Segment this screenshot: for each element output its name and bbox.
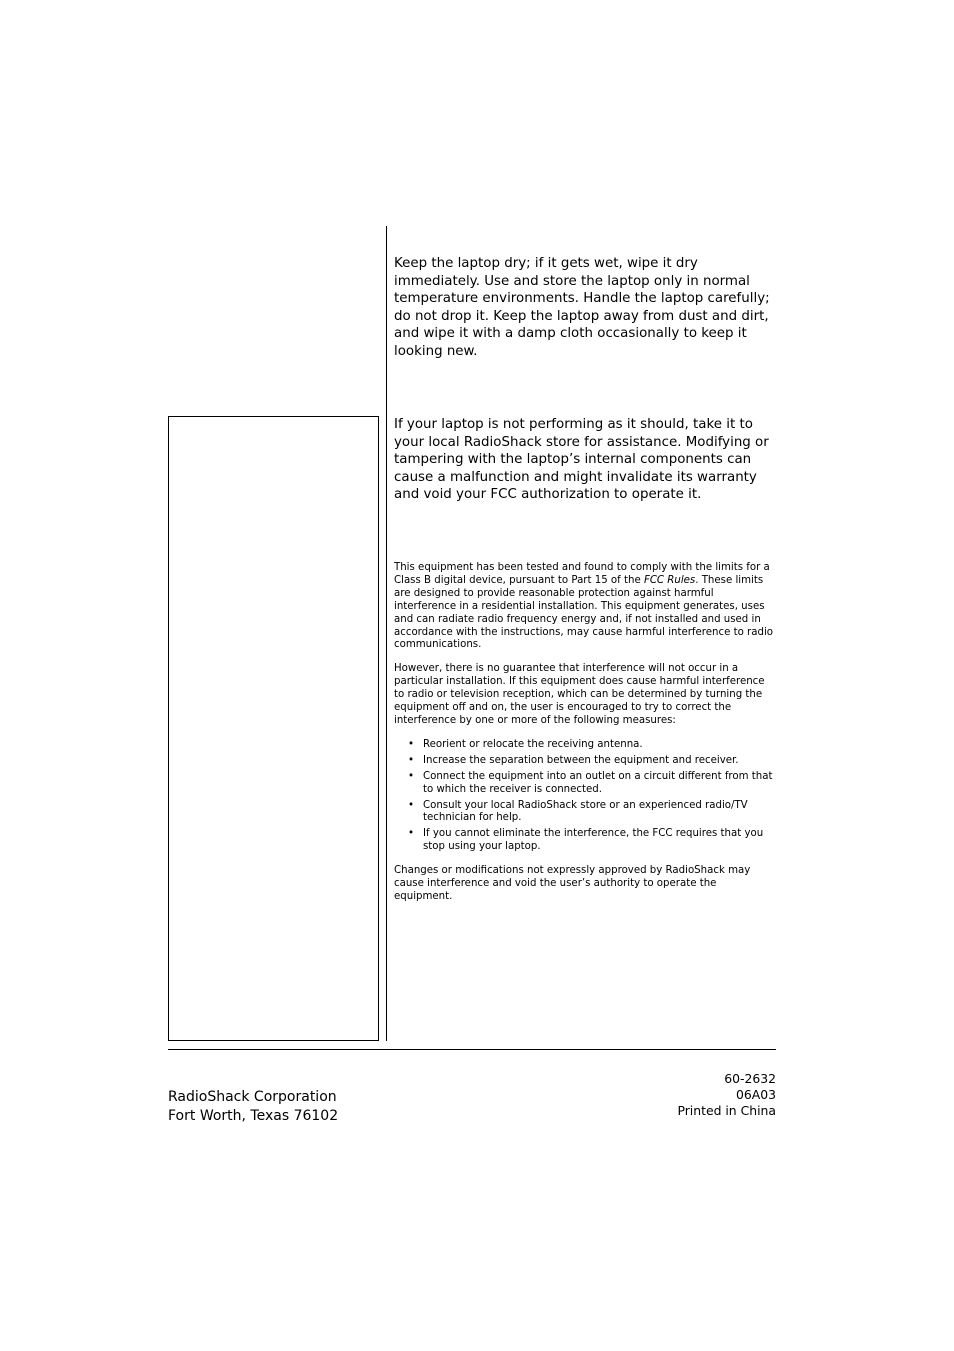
bullet-icon: • xyxy=(408,770,415,782)
list-item: • Reorient or relocate the receiving antenna. xyxy=(408,738,643,750)
catalog-number: 60-2632 xyxy=(724,1071,776,1086)
company-name: RadioShack Corporation xyxy=(168,1089,337,1105)
fcc-guarantee-paragraph: However, there is no guarantee that interference will not occur in a particular installation. If this equipment does cause harmful interference to radio or television reception, which can be determined by turning the equipment off and on, the user is encouraged to try to correct the interference by one or more of the following measures: xyxy=(394,663,765,726)
bullet-icon: • xyxy=(408,754,415,766)
fcc-statement xyxy=(394,562,776,915)
fcc-measures-list xyxy=(394,739,776,854)
footer-divider xyxy=(168,1049,776,1050)
column-divider xyxy=(386,226,387,1041)
fcc-rules-title: FCC Rules xyxy=(643,574,696,586)
service-paragraph: If your laptop is not performing as it should, take it to your local RadioShack store for assistance. Modifying or tampering with the laptop’s internal components can cause a malfunction and might invalidate its warranty and void your FCC authorization to operate it. xyxy=(394,417,769,503)
catalog-info xyxy=(677,1071,776,1119)
fcc-compliance-paragraph: This equipment has been tested and found to comply with the limits for a Class B digital device, pursuant to Part 15 of the FCC Rules. These limits are designed to provide reasonable protection against harmful interference in a residential installation. This equipment generates, uses and can radiate radio frequency energy and, if not installed and used in accordance with the instructions, may cause harmful interference to radio communications. xyxy=(394,562,774,651)
list-item: • If you cannot eliminate the interference, the FCC requires that you stop using your laptop. xyxy=(408,828,764,853)
care-paragraph: Keep the laptop dry; if it gets wet, wipe it dry immediately. Use and store the laptop only in normal temperature environments. Handle the laptop carefully; do not drop it. Keep the laptop away from dust and dirt, and wipe it with a damp cloth occasionally to keep it looking new. xyxy=(394,256,770,359)
company-city: Fort Worth, Texas 76102 xyxy=(168,1108,339,1124)
company-address xyxy=(168,1088,338,1126)
printed-location: Printed in China xyxy=(677,1103,776,1118)
bullet-icon: • xyxy=(408,799,415,811)
fcc-changes-paragraph: Changes or modifications not expressly approved by RadioShack may cause interference and void the user’s authority to operate the equipment. xyxy=(394,865,751,902)
list-item: • Consult your local RadioShack store or an experienced radio/TV technician for help. xyxy=(408,799,748,824)
bullet-icon: • xyxy=(408,828,415,840)
sidebar-box xyxy=(168,416,379,1041)
revision-code: 06A03 xyxy=(735,1087,776,1102)
bullet-icon: • xyxy=(408,738,415,750)
list-item: • Increase the separation between the equipment and receiver. xyxy=(408,754,739,766)
list-item: • Connect the equipment into an outlet on a circuit different from that to which the receiver is connected. xyxy=(408,770,773,795)
